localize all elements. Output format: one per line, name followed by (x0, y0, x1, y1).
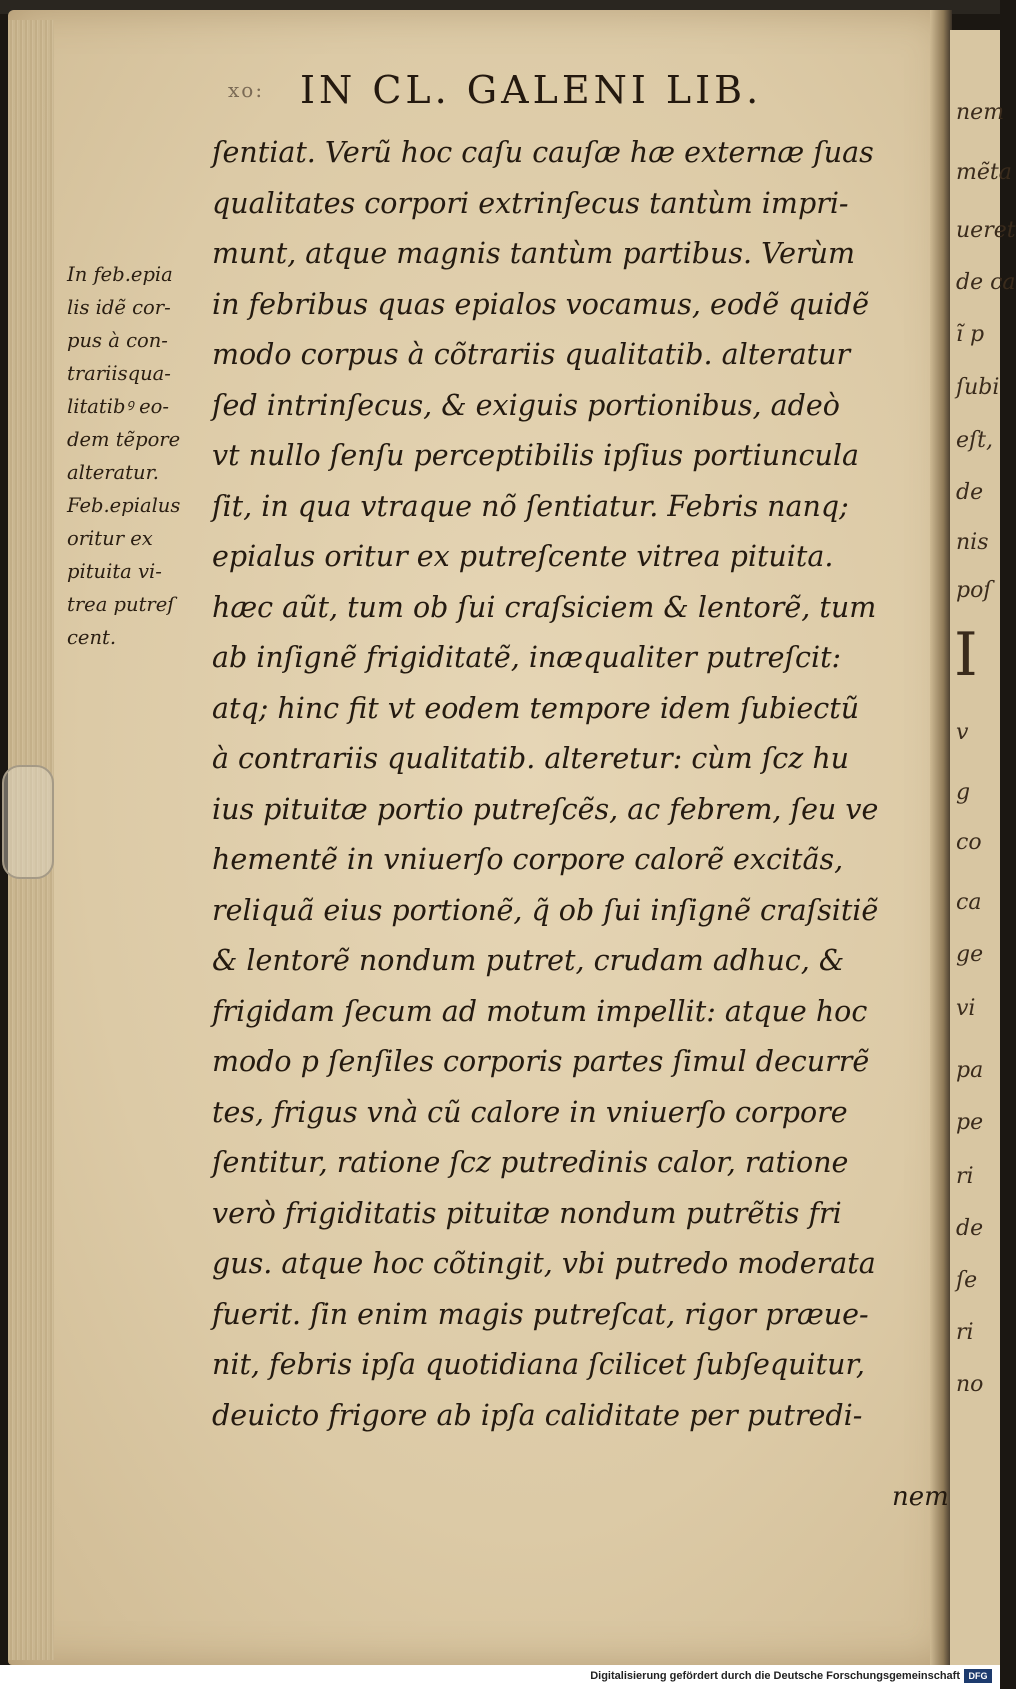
facing-page-fragment: de ca (956, 270, 1016, 295)
facing-page-fragment: g (956, 780, 971, 805)
text-line: modo p ſenſiles corporis partes ſimul decurrẽ (212, 1045, 870, 1078)
facing-page-fragment: de (956, 480, 984, 505)
page-clip (2, 765, 54, 879)
facing-page-fragment: ri (956, 1320, 974, 1345)
dfg-logo: DFG (964, 1669, 992, 1683)
marginal-note-line: pituita vi- (67, 560, 162, 583)
text-line: frigidam ſecum ad motum impellit: atque hoc (212, 994, 868, 1028)
facing-page-fragment: nem (956, 100, 1005, 125)
marginal-note-line: lis idẽ cor- (67, 296, 171, 319)
text-line: deuicto frigore ab ipſa caliditate per putredi- (212, 1398, 863, 1432)
digitization-credit: Digitalisierung gefördert durch die Deutsche Forschungsgemeinschaft (590, 1670, 960, 1682)
facing-page-fragment: pe (956, 1110, 984, 1135)
facing-page-fragment: vi (956, 996, 976, 1021)
facing-page-fragment: eſt, (956, 428, 993, 453)
facing-page-fragment: ge (956, 942, 984, 967)
text-line: gus. atque hoc cõtingit, vbi putredo moderata (212, 1247, 876, 1280)
text-line: modo corpus à cõtrariis qualitatib. alteratur (212, 338, 851, 371)
facing-page-fragment: ſe (956, 1268, 978, 1293)
facing-page-fragment: v (956, 720, 969, 745)
facing-page-fragment: I (954, 620, 978, 690)
text-line: epialus oritur ex putreſcente vitrea pituita. (212, 540, 834, 573)
facing-page-fragment: ri (956, 1164, 974, 1189)
text-line: ſed intrinſecus, & exiguis portionibus, adeò (212, 388, 840, 422)
text-line: à contrariis qualitatib. alteretur: cùm ſcz hu (212, 742, 850, 775)
text-line: ſit, in qua vtraque nõ ſentiatur. Febris nanq; (212, 489, 849, 523)
text-line: reliquã eius portionẽ, q̃ ob ſui inſignẽ craſsitiẽ (212, 893, 879, 927)
text-line: qualitates corpori extrinſecus tantùm impri- (212, 186, 849, 220)
running-header: IN CL. GALENI LIB. (300, 68, 763, 112)
marginal-note-line: cent. (67, 626, 117, 649)
facing-page-fragment: de (956, 1216, 984, 1241)
marginal-note-line: pus à con- (67, 329, 168, 352)
facing-page-fragment: no (956, 1372, 984, 1397)
marginal-note-line: In feb.epia (67, 263, 173, 286)
marginal-note-line: Feb.epialus (67, 494, 181, 517)
facing-page-fragment: ſubi (956, 375, 1000, 400)
text-line: fuerit. ſin enim magis putreſcat, rigor præue- (212, 1297, 869, 1331)
page-mark: xo: (228, 78, 265, 102)
facing-page-fragment: mẽta (956, 160, 1012, 185)
text-line: ab inſignẽ frigiditatẽ, inæqualiter putreſcit: (212, 641, 842, 674)
text-line: atq; hinc fit vt eodem tempore idem ſubiectũ (212, 691, 860, 725)
text-line: in febribus quas epialos vocamus, eodẽ quidẽ (212, 287, 870, 321)
catchword: nem (892, 1482, 949, 1512)
body-text (212, 128, 947, 1441)
facing-page-fragment: ĩ p (956, 322, 985, 347)
text-line: vt nullo ſenſu perceptibilis ipſius portiuncula (212, 439, 859, 472)
text-line: munt, atque magnis tantùm partibus. Verùm (212, 237, 855, 270)
marginal-note-line: trariisqua- (67, 362, 171, 385)
text-line: hæc aũt, tum ob ſui craſsiciem & lentorẽ, tum (212, 590, 877, 624)
text-line: nit, febris ipſa quotidiana ſcilicet ſubſequitur, (212, 1348, 865, 1381)
facing-page-fragment: nis (956, 530, 989, 555)
marginal-note-line: trea putreſ (67, 593, 175, 616)
facing-page-fragment: pa (956, 1058, 984, 1083)
text-line: ſentitur, ratione ſcz putredinis calor, ratione (212, 1146, 849, 1179)
facing-page-fragment: poſ (956, 578, 992, 603)
marginal-note (67, 258, 217, 654)
text-line: ius pituitæ portio putreſcẽs, ac febrem, ſeu ve (212, 792, 879, 826)
text-line: verò frigiditatis pituitæ nondum putrẽtis fri (212, 1196, 842, 1230)
facing-page-fragment: ca (956, 890, 982, 915)
marginal-note-line: litatibꝰ eo- (67, 395, 170, 418)
text-line: tes, frigus vnà cũ calore in vniuerſo corpore (212, 1095, 848, 1129)
marginal-note-line: oritur ex (67, 527, 153, 550)
text-line: & lentorẽ nondum putret, crudam adhuc, & (212, 944, 845, 977)
marginal-note-line: dem tẽpore (67, 428, 181, 451)
facing-page-fragment: ueret (956, 218, 1016, 243)
text-line: ſentiat. Verũ hoc caſu cauſæ hæ externæ ſuas (212, 136, 874, 169)
facing-page-fragment: co (956, 830, 982, 855)
text-line: hementẽ in vniuerſo corpore calorẽ excitãs, (212, 843, 844, 876)
facing-page-edge (950, 30, 1016, 1665)
marginal-note-line: alteratur. (67, 461, 159, 484)
